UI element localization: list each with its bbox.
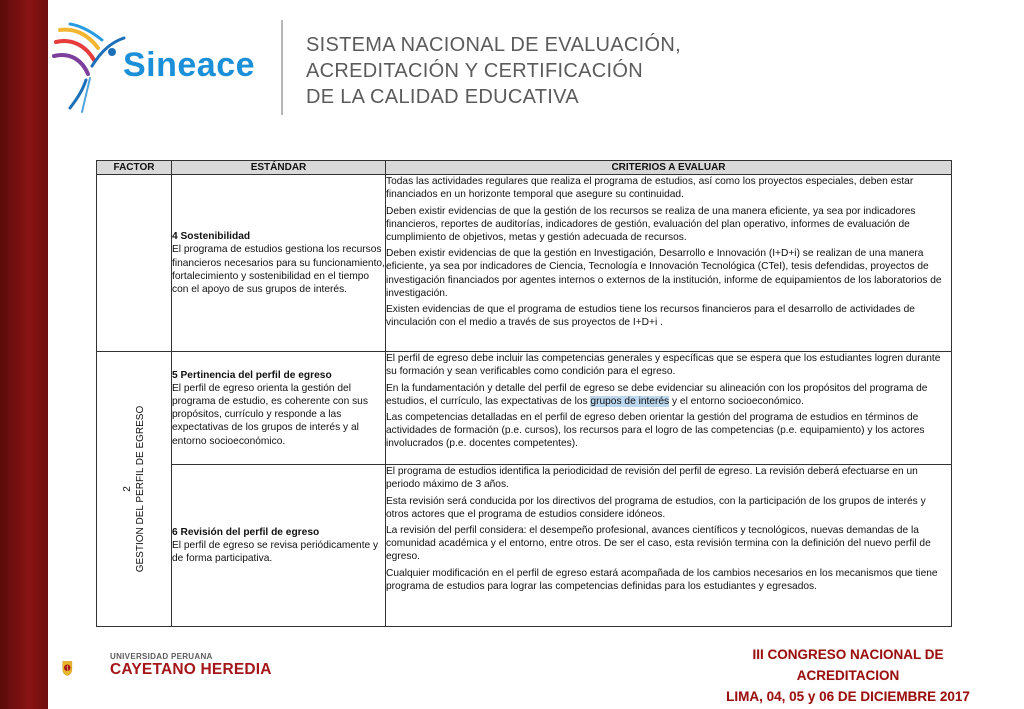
standard-text: El programa de estudios gestiona los recursos financieros necesarios para su funcionamiento, fortalecimiento y sostenibilidad en el tiempo con el apoyo de sus grupos de interés. [172, 244, 385, 295]
left-sidebar-bar [0, 0, 48, 709]
standard-title: 6 Revisión del perfil de egreso [172, 526, 320, 538]
criterion-part: En la fundamentación y detalle del perfil de egreso se debe evidenciar su alineación con los propósitos del programa de estudios, el currículo, las expectativas de los [386, 382, 928, 407]
highlighted-text: grupos de interés [590, 395, 670, 407]
criteria-cell [386, 465, 952, 627]
criteria-table [96, 160, 952, 627]
factor-label [121, 406, 147, 573]
factor-cell [97, 352, 172, 627]
standard-text: El perfil de egreso orienta la gestión del programa de estudio, es coherente con sus propósitos, currículo y responde a las expectativas de los grupos de interés y al entorno socioeconómico. [172, 382, 368, 447]
criterion-highlighted [386, 382, 951, 408]
criterion: Todas las actividades regulares que realiza el programa de estudios, así como los proyectos especiales, deben estar financiados en un horizonte temporal que asegure su continuidad. [386, 176, 914, 201]
header-factor: FACTOR [97, 161, 172, 175]
standard-cell [172, 175, 386, 352]
org-line: ACREDITACIÓN Y CERTIFICACIÓN [306, 60, 643, 82]
criterion-part: y el entorno socioeconómico. [669, 395, 804, 407]
table-row [97, 465, 952, 627]
congress-info [688, 644, 1008, 707]
criterion: Cualquier modificación en el perfil de egreso estará acompañada de los cambios necesarios en los mecanismos que tiene programa de estudios para lograr las competencias definidas para los estudiantes y egresados. [386, 567, 938, 592]
criterion: Existen evidencias de que el programa de estudios tiene los recursos financieros para el desarrollo de actividades de vinculación con el medio a través de sus proyectos de I+D+i . [386, 304, 915, 329]
organization-name [306, 32, 681, 110]
org-line: SISTEMA NACIONAL DE EVALUACIÓN, [306, 34, 681, 56]
criterion: El perfil de egreso debe incluir las competencias generales y específicas que se espera que los estudiantes logren durante su formación y sean verificables como condición para el egreso. [386, 353, 941, 378]
university-name-line2: CAYETANO HEREDIA [110, 661, 272, 678]
criterion: Esta revisión será conducida por los directivos del programa de estudios, con la participación de los grupos de interés y otros actores que el programa de estudios considere idóneos. [386, 495, 926, 520]
header-divider [281, 20, 283, 115]
table-header-row [97, 161, 952, 175]
factor-number: 2 [122, 486, 133, 492]
factor-cell-empty [97, 175, 172, 352]
congress-line: III CONGRESO NACIONAL DE [752, 647, 944, 662]
criteria-cell [386, 352, 952, 465]
table-row [97, 175, 952, 352]
sineace-logo-text: Sineace [123, 46, 256, 84]
congress-line: LIMA, 04, 05 y 06 DE DICIEMBRE 2017 [726, 689, 970, 704]
congress-line: ACREDITACION [796, 668, 900, 683]
header-criterios: CRITERIOS A EVALUAR [386, 161, 952, 175]
standard-text: El perfil de egreso se revisa periódicamente y de forma participativa. [172, 540, 379, 565]
standard-cell [172, 352, 386, 465]
criterion: Deben existir evidencias de que la gestión de los recursos se realiza de una manera eficiente, ya sea por indicadores financieros, reportes de auditorías, indicadores de gestión, evaluación del plan operativo, informes de evaluación de cumplimiento de objetivos, metas y gestión adecuada de recursos. [386, 205, 916, 244]
criterion: La revisión del perfil considera: el desempeño profesional, avances científicos y tecnológicos, nuevas demandas de la comunidad académica y el entorno, entre otros. De ser el caso, esta revisión termina con la definición del nuevo perfil de egreso. [386, 525, 931, 563]
standard-title: 4 Sostenibilidad [172, 231, 251, 243]
factor-name: GESTION DEL PERFIL DE EGRESO [135, 405, 146, 573]
standard-cell [172, 465, 386, 627]
university-name-line1: UNIVERSIDAD PERUANA [110, 652, 213, 661]
criterion: El programa de estudios identifica la periodicidad de revisión del perfil de egreso. La revisión deberá efectuarse en un periodo máximo de 3 años. [386, 466, 918, 491]
criterion: Deben existir evidencias de que la gestión en Investigación, Desarrollo e Innovación (I+D+i) se realizan de una manera eficiente, ya sea por indicadores de Ciencia, Tecnología e Innovación Tecnológica (CTeI), tesis defendidas, proyectos de investigación financiados por agentes internos o externos de la institución, informe de equipamientos de los laboratorios de investigación. [386, 248, 942, 299]
criterion: Las competencias detalladas en el perfil de egreso deben orientar la gestión del programa de estudios en términos de actividades de formación (p.e. cursos), los recursos para el logro de las competencias (p.e. equipamiento) y los actores involucrados (p.e. docentes competentes). [386, 412, 925, 450]
table-row [97, 352, 952, 465]
header-estandar: ESTÁNDAR [172, 161, 386, 175]
org-line: DE LA CALIDAD EDUCATIVA [306, 86, 579, 108]
standard-title: 5 Pertinencia del perfil de egreso [172, 369, 332, 381]
university-emblem-icon [62, 633, 108, 703]
criteria-cell [386, 175, 952, 352]
